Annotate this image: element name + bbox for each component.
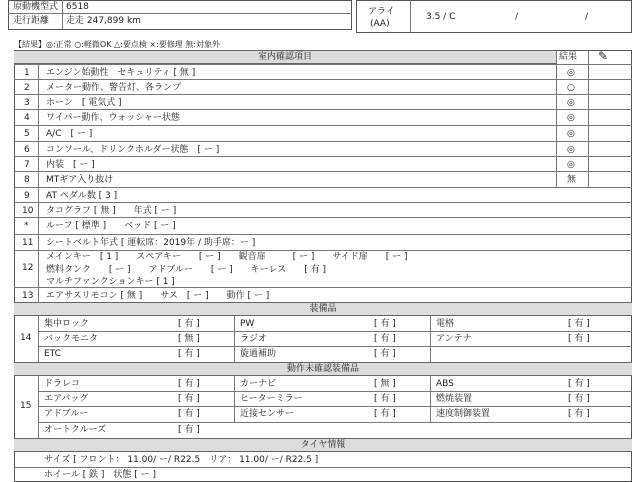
alignment-box bbox=[356, 0, 632, 33]
row-number: 6 bbox=[24, 145, 30, 155]
number-col-divider bbox=[38, 64, 39, 302]
header-box bbox=[8, 0, 352, 30]
tire-size: サイズ [ フロント： 11.00/ ー/ R22.5 リア： 11.00/ ー/ R22.5 ] bbox=[44, 455, 319, 465]
row-number: 7 bbox=[24, 160, 30, 170]
model-label: 原動機型式 bbox=[13, 2, 59, 12]
operation-label: オートクルーズ bbox=[44, 425, 107, 435]
row-text: シートベルト年式 [ 運転席：2019年 / 助手席：ー ] bbox=[46, 238, 256, 248]
row-number: 9 bbox=[24, 191, 30, 201]
edit-icon: ✎ bbox=[598, 49, 609, 63]
alignment-label: アライ bbox=[368, 7, 395, 17]
alignment-sub: (AA) bbox=[370, 19, 390, 29]
alignment-value: 3.5 / C bbox=[426, 12, 456, 22]
row-text-line3: マルチファンクションキー [ 1 ] bbox=[46, 277, 175, 287]
operation-label: アドブルー bbox=[44, 409, 89, 419]
header-row-divider bbox=[8, 13, 352, 14]
operation-label: ヒーターミラー bbox=[240, 394, 303, 404]
row-number: 1 bbox=[24, 68, 30, 78]
equipment-value: [ 無 ] bbox=[178, 334, 200, 344]
operation-title: 動作未確認装備品 bbox=[286, 364, 359, 374]
result-legend: 【結果】◎:正常 ○:軽微OK △:要点検 ×:要修理 無:対象外 bbox=[14, 40, 221, 49]
row-number: 11 bbox=[22, 238, 34, 248]
operation-value: [ 有 ] bbox=[374, 394, 396, 404]
equipment-label: 電格 bbox=[436, 319, 455, 329]
model-value: 6518 bbox=[66, 2, 89, 12]
confirmation-title: 室内確認項目 bbox=[257, 52, 312, 62]
row-result: ◎ bbox=[567, 129, 575, 139]
operation-value: [ 有 ] bbox=[178, 409, 200, 419]
alignment-slash-1: / bbox=[515, 12, 519, 22]
result-col-divider-2 bbox=[588, 50, 589, 188]
row-text: 内装 [ ー ] bbox=[46, 160, 95, 170]
row-text-line1: メインキー [ 1 ] スペアキー [ ー ] 観音扉 [ ー ] サイド扉 [ ー ] bbox=[46, 252, 408, 262]
operation-label: 近接センサー bbox=[240, 409, 295, 419]
row-result: ◎ bbox=[567, 68, 575, 78]
row-number: 2 bbox=[24, 83, 30, 93]
row-text: エアサスリモコン [ 無 ] サス [ ー ] 動作 [ ー ] bbox=[46, 291, 270, 301]
operation-label: エアバッグ bbox=[44, 394, 89, 404]
equipment-value: [ 有 ] bbox=[178, 349, 200, 359]
row-text: コンソール、ドリンクホルダー状態 [ ー ] bbox=[46, 145, 220, 155]
operation-label: カーナビ bbox=[240, 379, 277, 389]
tire-title: タイヤ情報 bbox=[300, 440, 346, 450]
row-result: ◎ bbox=[567, 113, 575, 123]
mileage-label: 走行距離 bbox=[13, 16, 50, 26]
row-number: 5 bbox=[24, 129, 30, 139]
row-result: ◎ bbox=[567, 160, 575, 170]
equipment-label: ETC bbox=[44, 349, 61, 359]
operation-value: [ 有 ] bbox=[178, 379, 200, 389]
equipment-value: [ 有 ] bbox=[178, 319, 200, 329]
operation-value: [ 有 ] bbox=[178, 425, 200, 435]
row-number: 13 bbox=[22, 291, 34, 301]
result-header: 結果 bbox=[559, 52, 578, 62]
equipment-value: [ 有 ] bbox=[374, 334, 396, 344]
row-text: MTギア入り抜け bbox=[46, 175, 114, 185]
equipment-label: バックモニタ bbox=[44, 334, 99, 344]
row-result: 無 bbox=[567, 175, 577, 185]
wheel-status: ホイール [ 鉄 ] 状態 [ ー ] bbox=[44, 470, 157, 480]
row-number: 10 bbox=[22, 206, 34, 216]
operation-value: [ 有 ] bbox=[374, 409, 396, 419]
row-text: ホーン [ 電気式 ] bbox=[46, 98, 122, 108]
row-text: タコグラフ [ 無 ] 年式 [ ー ] bbox=[46, 206, 177, 216]
equipment-value: [ 有 ] bbox=[568, 319, 590, 329]
operation-label: 燃焼装置 bbox=[436, 394, 473, 404]
row-number: 3 bbox=[24, 98, 30, 108]
operation-value: [ 有 ] bbox=[568, 379, 590, 389]
section-number: 15 bbox=[20, 401, 32, 411]
equipment-label: 旋過補助 bbox=[240, 349, 277, 359]
row-result: ◎ bbox=[567, 145, 575, 155]
row-number: 4 bbox=[24, 113, 30, 123]
section-number: 14 bbox=[20, 333, 32, 343]
row-number: * bbox=[24, 221, 29, 231]
row-result: ◎ bbox=[567, 98, 575, 108]
operation-value: [ 有 ] bbox=[568, 409, 590, 419]
equipment-label: アンテナ bbox=[436, 334, 472, 344]
equipment-title: 装備品 bbox=[309, 304, 337, 314]
equipment-value: [ 有 ] bbox=[374, 349, 396, 359]
row-text: A/C [ ー ] bbox=[46, 129, 93, 139]
alignment-slash-2: / bbox=[585, 12, 589, 22]
row-result: ○ bbox=[567, 83, 575, 93]
operation-value: [ 有 ] bbox=[178, 394, 200, 404]
equipment-label: PW bbox=[240, 319, 255, 329]
operation-label: ABS bbox=[436, 379, 454, 389]
operation-value: [ 有 ] bbox=[568, 394, 590, 404]
row-text: メーター動作、警告灯、各ランプ bbox=[46, 83, 182, 93]
row-text: エンジン始動性 セキュリティ [ 無 ] bbox=[46, 68, 196, 78]
row-number: 8 bbox=[24, 175, 30, 185]
operation-label: 速度制御装置 bbox=[436, 409, 491, 419]
equipment-value: [ 有 ] bbox=[568, 334, 590, 344]
row-number: 12 bbox=[22, 263, 34, 273]
header-divider bbox=[62, 0, 63, 30]
row-text: ルーフ [ 標準 ] ベッド [ ー ] bbox=[46, 221, 176, 231]
mileage-value: 走走 247,899 km bbox=[66, 16, 141, 26]
equipment-label: ラジオ bbox=[240, 334, 268, 344]
row-text: AT ペダル数 [ 3 ] bbox=[46, 191, 118, 201]
operation-label: ドラレコ bbox=[44, 379, 81, 389]
row-text-line2: 燃料タンク [ ー ] アドブルー [ ー ] キーレス [ 有 ] bbox=[46, 265, 326, 275]
row-text: ワイパー動作、ウォッシャー状態 bbox=[46, 113, 181, 123]
alignment-divider bbox=[410, 0, 411, 33]
result-col-divider bbox=[556, 50, 557, 188]
operation-value: [ 無 ] bbox=[374, 379, 396, 389]
equipment-value: [ 有 ] bbox=[374, 319, 396, 329]
equipment-label: 集中ロック bbox=[44, 319, 89, 329]
